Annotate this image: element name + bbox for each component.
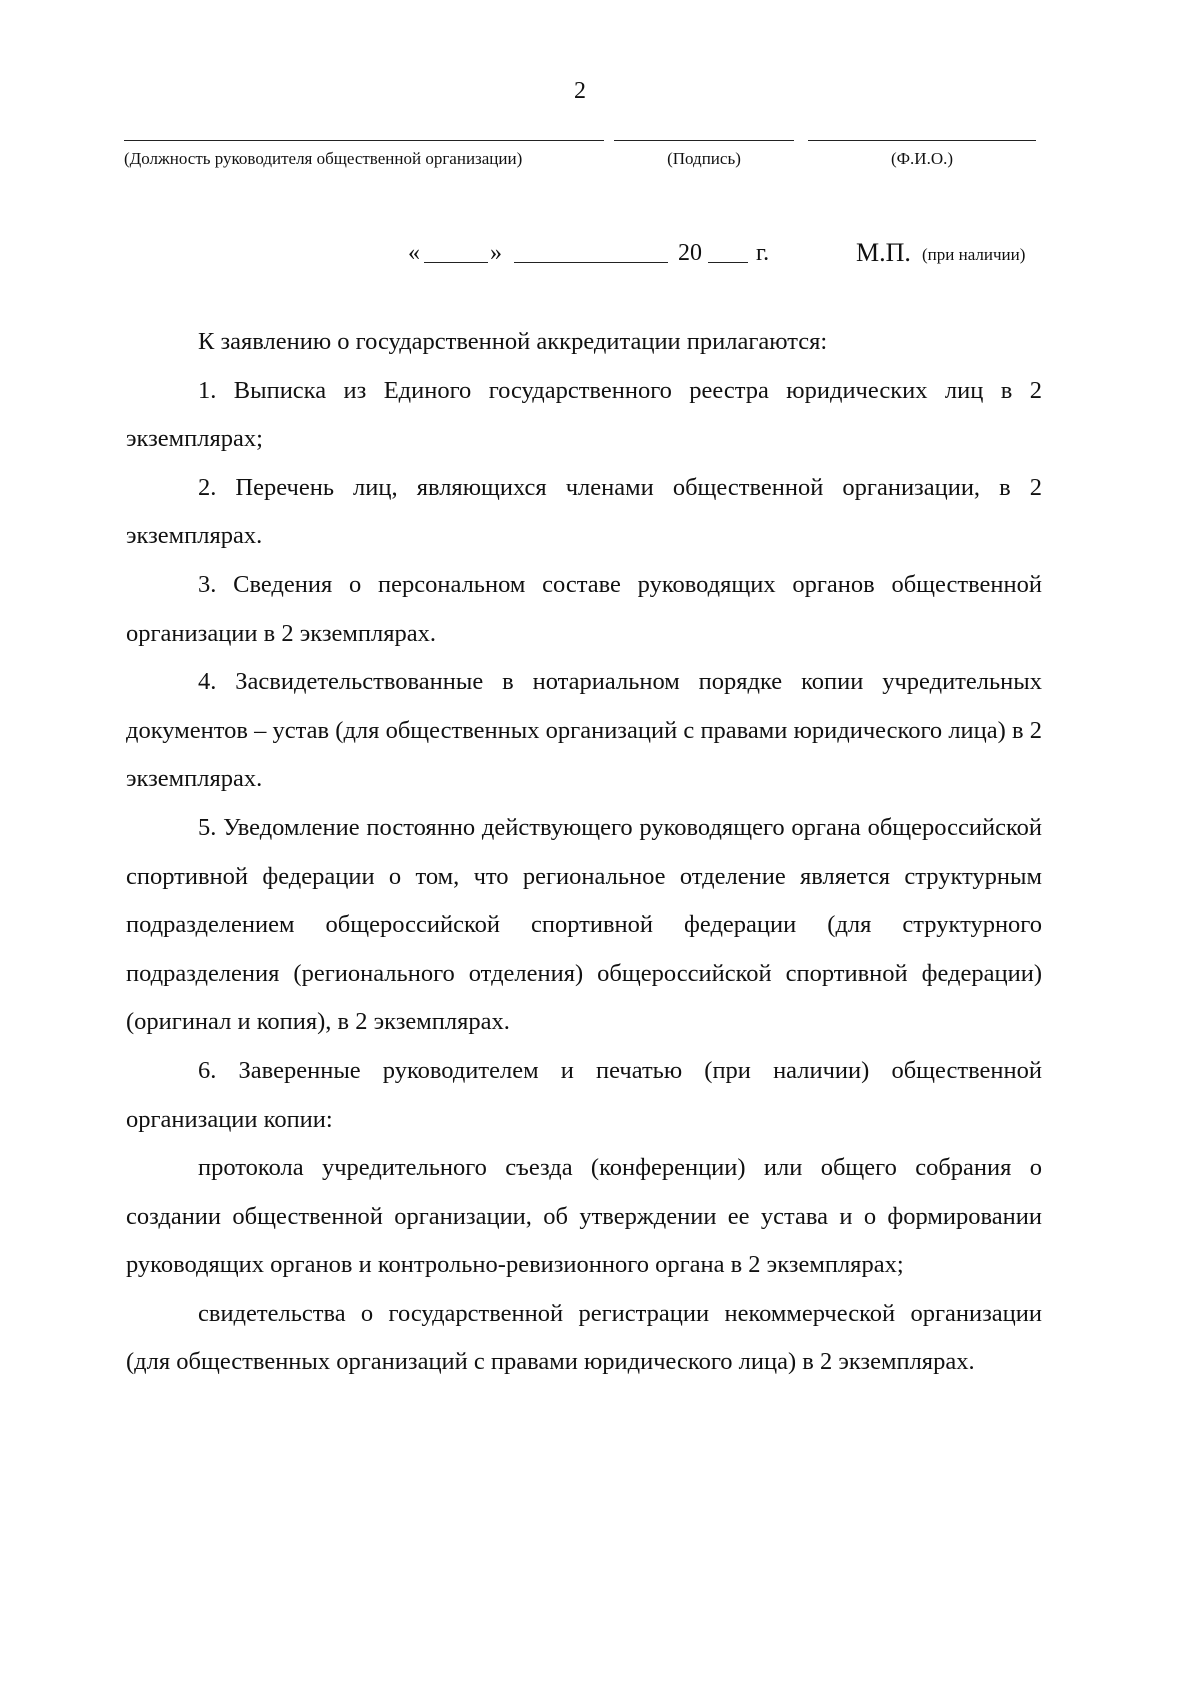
signature-line [614,140,794,141]
signature-caption: (Подпись) [667,149,741,168]
position-line [124,140,604,141]
stamp-label: М.П. [856,238,911,267]
name-field [808,140,1036,169]
day-blank [424,240,488,270]
sub-item: протокола учредительного съезда (конференции) или общего собрания о создании общественной организации, об утверждении ее устава и о формировании руководящих органов и контрольно-ревизионного органа в 2 экземплярах; [126,1154,1042,1279]
day-open-quote: « [408,240,420,266]
name-line [808,140,1036,141]
list-item: 2. Перечень лиц, являющихся членами общественной организации, в 2 экземплярах. [126,473,1042,550]
intro-paragraph: К заявлению о государственной аккредитации прилагаются: [198,328,828,355]
signature-field [614,140,794,169]
list-item: 6. Заверенные руководителем и печатью (при наличии) общественной организации копии: [126,1056,1042,1133]
date-line [0,240,1200,280]
year-blank [708,240,748,270]
list-item: 5. Уведомление постоянно действующего руководящего органа общероссийской спортивной федерации о том, что региональное отделение является структурным подразделением общероссийской спортивной федерации (для структурного подразделения (регионального отделения) общероссийской спортивной федерации) (оригинал и копия), в 2 экземплярах. [126,813,1042,1036]
list-item: 1. Выписка из Единого государственного реестра юридических лиц в 2 экземплярах; [126,376,1042,453]
name-caption: (Ф.И.О.) [890,149,954,168]
attachments-list [126,318,1042,1387]
page-number: 2 [574,78,586,104]
month-blank [514,240,668,270]
signature-block [124,140,1036,190]
sub-item: свидетельства о государственной регистрации некоммерческой организации (для общественных организаций с правами юридического лица) в 2 экземплярах. [126,1299,1042,1376]
position-field [124,140,604,169]
stamp-note: (при наличии) [922,245,1026,264]
list-item: 3. Сведения о персональном составе руководящих органов общественной организации в 2 экземплярах. [126,570,1042,647]
list-item: 4. Засвидетельствованные в нотариальном порядке копии учредительных документов – устав (для общественных организаций с правами юридического лица) в 2 экземплярах. [126,668,1042,793]
position-caption: (Должность руководителя общественной организации) [124,149,523,168]
day-close-quote: » [490,240,502,266]
year-prefix: 20 [678,240,702,266]
year-suffix: г. [756,240,770,266]
